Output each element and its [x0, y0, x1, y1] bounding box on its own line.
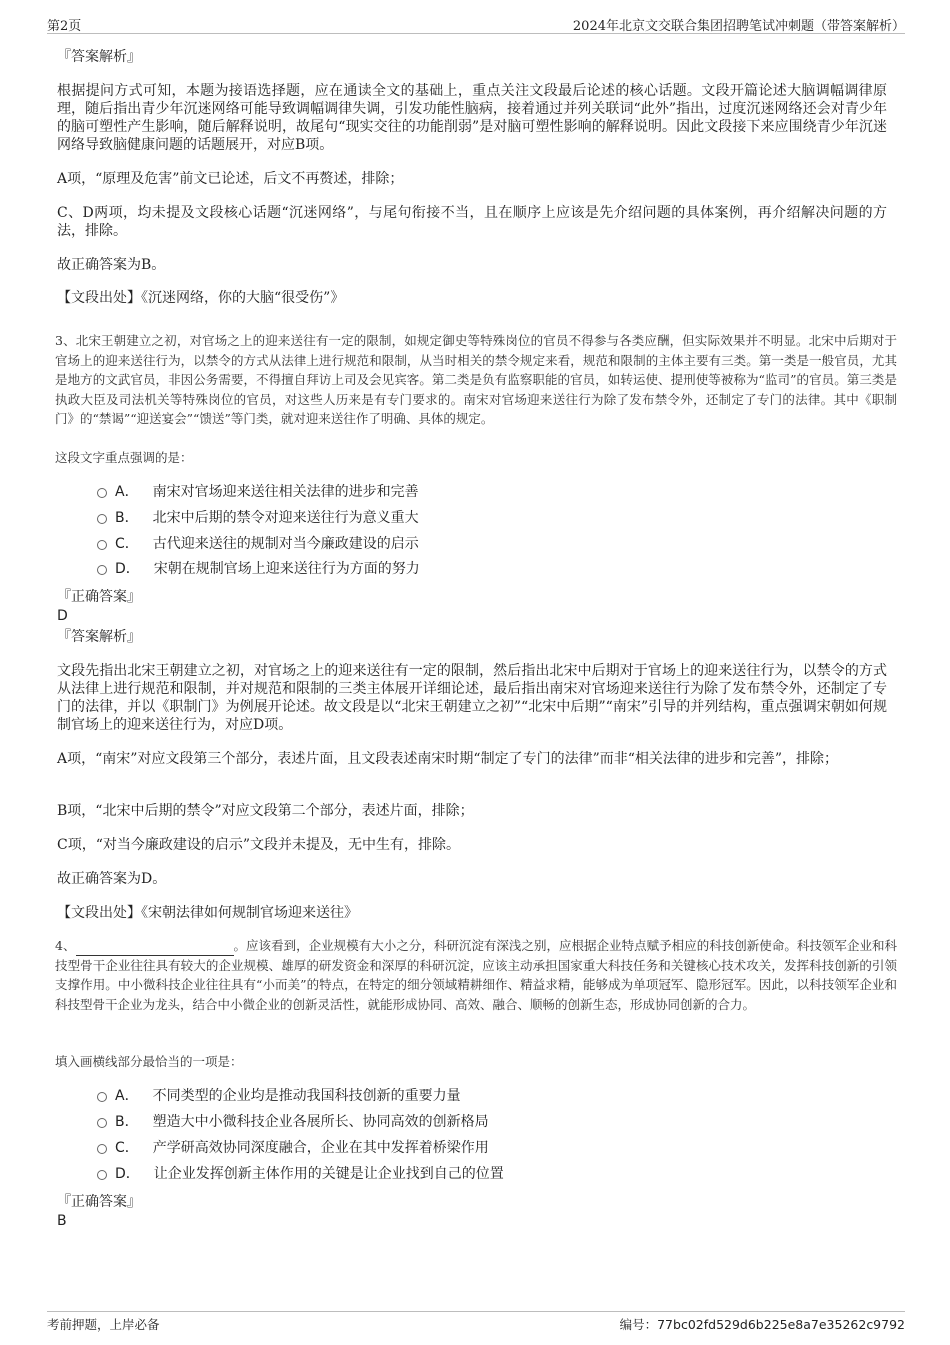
option-d[interactable]: D． 让企业发挥创新主体作用的关键是让企业找到自己的位置 [97, 1165, 504, 1183]
option-b[interactable]: B． 北宋中后期的禁令对迎来送往行为意义重大 [97, 509, 419, 527]
correct-answer: B [57, 1213, 67, 1229]
radio-icon[interactable] [97, 488, 107, 498]
analysis-paragraph: 故正确答案为D。 [57, 871, 167, 887]
analysis-paragraph: 文段先指出北宋王朝建立之初，对官场之上的迎来送往有一定的限制，然后指出北宋中后期对于官场上的迎来送往行为，以禁令的方式从法律上进行规范和限制，并对规范和限制的三类主体展开详细论述，最后指出南宋对官场迎来送往行为除了发布禁令外，还制定了专门的法律，并以《职制门》为例展开论述。故文段是以“北宋王朝建立之初”“北宋中后期”“南宋”引导的并列结构，重点强调宋朝如何规制官场上的迎来送往行为，对应D项。 [57, 663, 887, 733]
radio-icon[interactable] [97, 1144, 107, 1154]
analysis-paragraph: 根据提问方式可知，本题为接语选择题，应在通读全文的基础上，重点关注文段最后论述的核心话题。文段开篇论述大脑调幅调律原理，随后指出青少年沉迷网络可能导致调幅调律失调，引发功能性脑病，接着通过并列关联词“此外”指出，过度沉迷网络还会对青少年的脑可塑性产生影响，随后解释说明，故尾句“现实交往的功能削弱”是对脑可塑性影响的解释说明。因此文段接下来应围绕青少年沉迷网络导致脑健康问题的话题展开，对应B项。 [57, 83, 887, 153]
question-stem: 这段文字重点强调的是： [55, 450, 193, 465]
fill-blank [76, 942, 234, 956]
page-footer [47, 1311, 905, 1333]
question-passage: 3、北宋王朝建立之初，对官场之上的迎来送往有一定的限制，如规定御史等特殊岗位的官员不得参与各类应酬，但实际效果并不明显。北宋中后期对于官场上的迎来送往行为，以禁令的方式从法律上进行规范和限制，从当时相关的禁令规定来看，规范和限制的主体主要有三类。第一类是一般官员，尤其是地方的文武官员，非因公务需要，不得擅自拜访上司及会见宾客。第二类是负有监察职能的官员，如转运使、提刑使等被称为“监司”的官员。第三类是执政大臣及司法机关等特殊岗位的官员，对这些人历来是有专门要求的。南宋对官场迎来送往行为除了发布禁令外，还制定了专门的法律。其中《职制门》的“禁谒”“迎送宴会”“馈送”等门类，就对迎来送往作了明确、具体的规定。 [55, 333, 897, 426]
answer-label: 『正确答案』 [57, 589, 141, 605]
document-code: 编号：77bc02fd529d6b225e8a7e35262c9792 [619, 1317, 905, 1332]
source-citation: 【文段出处】《宋朝法律如何规制官场迎来送往》 [57, 905, 358, 921]
analysis-paragraph: A项，“原理及危害”前文已论述，后文不再赘述，排除； [57, 171, 404, 187]
option-c[interactable]: C． 产学研高效协同深度融合，企业在其中发挥着桥梁作用 [97, 1139, 489, 1157]
radio-icon[interactable] [97, 1092, 107, 1102]
option-a[interactable]: A． 南宋对官场迎来送往相关法律的进步和完善 [97, 483, 419, 501]
analysis-paragraph: C项，“对当今廉政建设的启示”文段并未提及，无中生有，排除。 [57, 837, 461, 853]
radio-icon[interactable] [97, 1118, 107, 1128]
page-number: 第2页 [47, 19, 82, 34]
answer-label: 『正确答案』 [57, 1194, 141, 1210]
option-c[interactable]: C． 古代迎来送往的规制对当今廉政建设的启示 [97, 535, 419, 553]
footer-slogan: 考前押题，上岸必备 [47, 1317, 160, 1332]
correct-answer: D [57, 608, 68, 624]
option-b[interactable]: B． 塑造大中小微科技企业各展所长、协同高效的创新格局 [97, 1113, 489, 1131]
question-stem: 填入画横线部分最恰当的一项是： [55, 1054, 243, 1069]
question-passage: 4、 。应该看到，企业规模有大小之分，科研沉淀有深浅之别，应根据企业特点赋予相应的科技创新使命。科技领军企业和科技型骨干企业往往具有较大的企业规模、雄厚的研发资金和深厚的科研沉淀，应该主动承担国家重大科技任务和关键核心技术攻关，发挥科技创新的引领支撑作用。中小微科技企业往往具有“小而美”的特点，在特定的细分领域精耕细作、精益求精，能够成为单项冠军、隐形冠军。因此，以科技领军企业和科技型骨干企业为龙头，结合中小微企业的创新灵活性，就能形成协同、高效、融合、顺畅的创新生态，形成协同创新的合力。 [55, 938, 897, 1012]
document-title: 2024年北京文交联合集团招聘笔试冲刺题（带答案解析） [572, 19, 905, 34]
radio-icon[interactable] [97, 514, 107, 524]
analysis-paragraph: 故正确答案为B。 [57, 257, 166, 273]
radio-icon[interactable] [97, 540, 107, 550]
analysis-label: 『答案解析』 [57, 629, 141, 645]
analysis-paragraph: B项，“北宋中后期的禁令”对应文段第二个部分，表述片面，排除； [57, 803, 474, 819]
option-d[interactable]: D． 宋朝在规制官场上迎来送往行为方面的努力 [97, 560, 420, 578]
source-citation: 【文段出处】《沉迷网络，你的大脑“很受伤”》 [57, 290, 345, 306]
analysis-paragraph: A项，“南宋”对应文段第三个部分，表述片面，且文段表述南宋时期“制定了专门的法律”而非“相关法律的进步和完善”，排除； [57, 751, 839, 767]
radio-icon[interactable] [97, 1170, 107, 1180]
analysis-label-q2: 『答案解析』 [57, 49, 141, 65]
radio-icon[interactable] [97, 565, 107, 575]
analysis-paragraph: C、D两项，均未提及文段核心话题“沉迷网络”，与尾句衔接不当，且在顺序上应该是先介绍问题的具体案例，再介绍解决问题的方法，排除。 [57, 205, 887, 239]
option-a[interactable]: A． 不同类型的企业均是推动我国科技创新的重要力量 [97, 1087, 461, 1105]
page-header [47, 13, 905, 34]
